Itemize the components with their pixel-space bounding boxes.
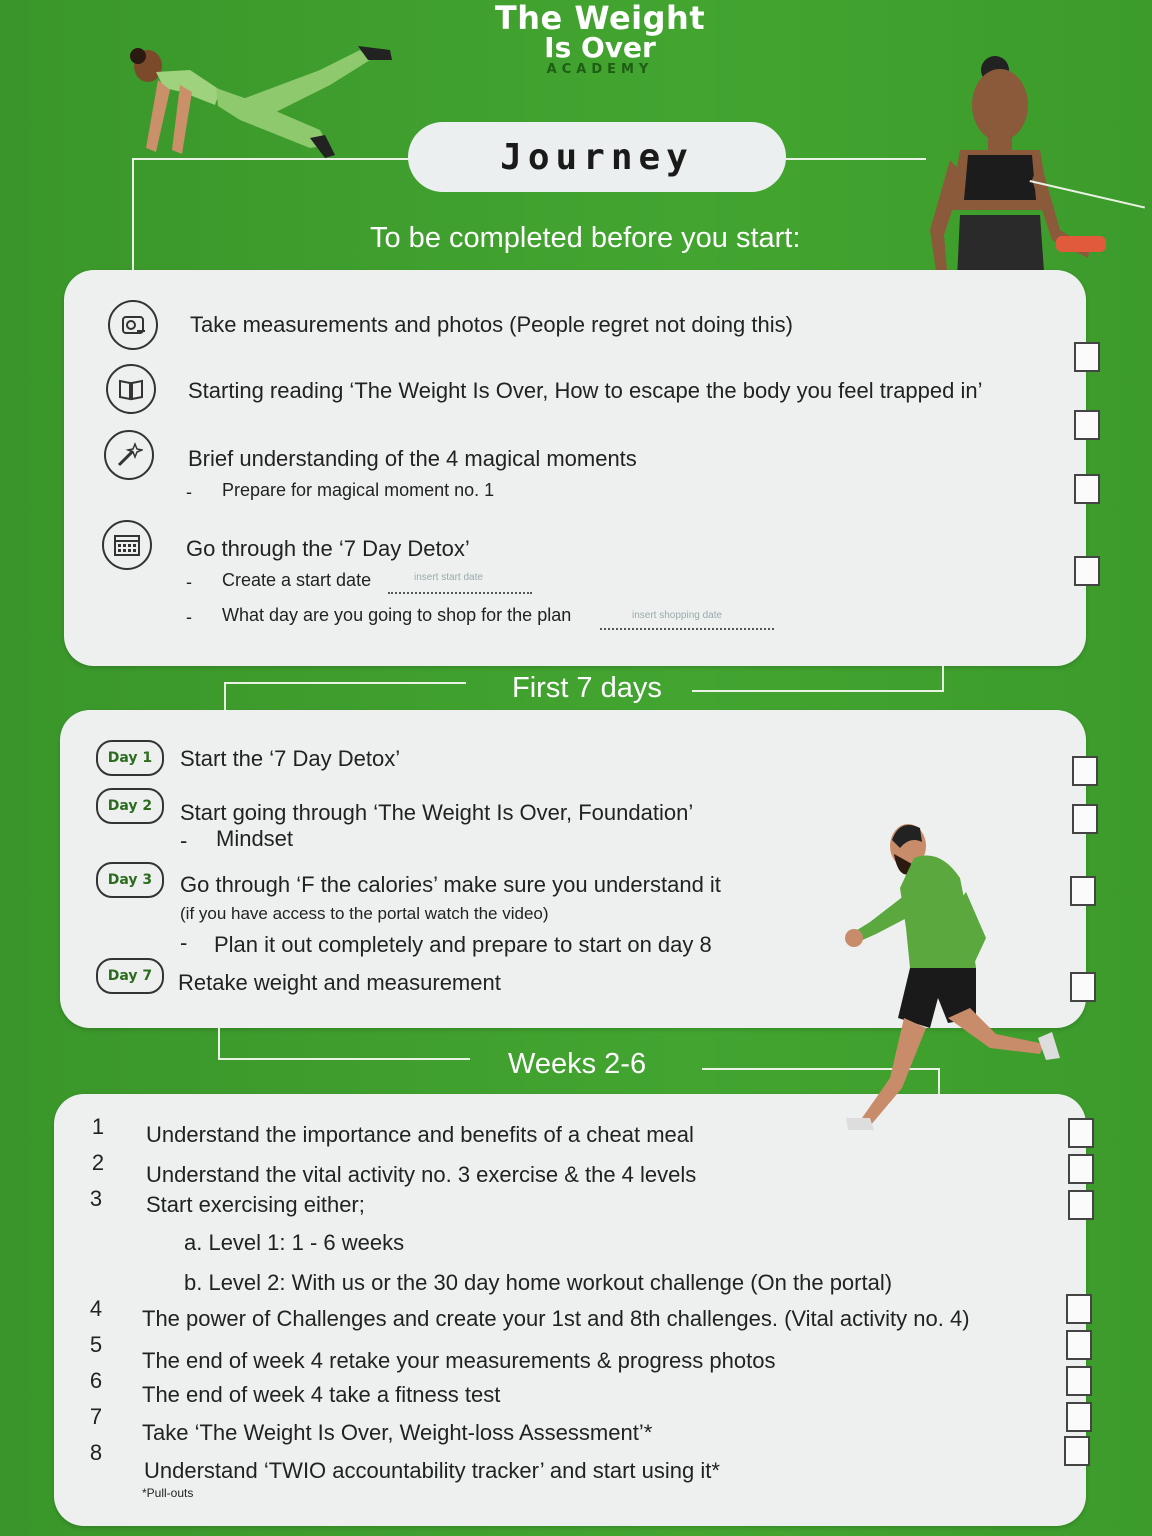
first7-item-1: Start the ‘7 Day Detox’	[180, 746, 401, 771]
before-item-3-checkbox[interactable]	[1074, 474, 1100, 504]
weeks-item-5: The end of week 4 retake your measurements & progress photos	[142, 1348, 776, 1373]
before-item-4: Go through the ‘7 Day Detox’	[186, 536, 470, 561]
weeks-item-1-checkbox[interactable]	[1068, 1118, 1094, 1148]
weeks-item-number: 5	[89, 1332, 103, 1357]
weeks-item-2: Understand the vital activity no. 3 exercise & the 4 levels	[146, 1162, 697, 1187]
weeks-item-4-checkbox[interactable]	[1066, 1294, 1092, 1324]
day-badge: Day 1	[96, 740, 164, 776]
weeks-item-8: Understand ‘TWIO accountability tracker’ and start using it*	[144, 1458, 720, 1483]
woman-dumbbell-illustration	[920, 50, 1110, 300]
title-bracket-line-right	[786, 158, 926, 160]
first7-item-3-sub: Plan it out completely and prepare to start on day 8	[214, 932, 712, 957]
first7-item-3-dash: -	[180, 930, 188, 955]
brand-logo	[470, 2, 730, 77]
start-date-label: Create a start date	[222, 570, 372, 590]
magic-wand-icon	[104, 430, 154, 480]
brand-line-1: The Weight	[494, 0, 706, 37]
before-item-3-sub: Prepare for magical moment no. 1	[222, 480, 495, 500]
weeks-item-8-checkbox[interactable]	[1064, 1436, 1090, 1466]
shop-date-placeholder: insert shopping date	[632, 610, 723, 621]
day-badge: Day 2	[96, 788, 164, 824]
weeks-item-3-checkbox[interactable]	[1068, 1190, 1094, 1220]
book-icon	[106, 364, 156, 414]
weeks-item-number: 8	[89, 1440, 103, 1465]
first7-item-2-checkbox[interactable]	[1072, 804, 1098, 834]
weeks-item-1: Understand the importance and benefits of a cheat meal	[146, 1122, 694, 1147]
first7-item-4: Retake weight and measurement	[178, 970, 501, 995]
weeks-item-number: 7	[89, 1404, 103, 1429]
weeks-item-6: The end of week 4 take a fitness test	[142, 1382, 501, 1407]
first7-bracket-left	[224, 682, 466, 712]
before-item-4-dash-1: -	[186, 572, 192, 592]
first7-item-2-sub: Mindset	[216, 826, 294, 851]
before-item-4-dash-2: -	[186, 607, 192, 627]
title-bracket-line	[132, 158, 410, 270]
before-item-1: Take measurements and photos (People regret not doing this)	[190, 312, 793, 337]
weeks-item-4: The power of Challenges and create your 1st and 8th challenges. (Vital activity no. 4)	[142, 1306, 970, 1331]
first7-heading: First 7 days	[512, 672, 662, 704]
first7-item-2-dash: -	[180, 828, 188, 853]
day-badge: Day 3	[96, 862, 164, 898]
weeks-item-6-checkbox[interactable]	[1066, 1366, 1092, 1396]
calendar-icon	[102, 520, 152, 570]
page-title: Journey	[408, 122, 786, 192]
measuring-tape-icon	[108, 300, 158, 350]
weeks-item-3a: a. Level 1: 1 - 6 weeks	[184, 1230, 405, 1255]
first7-item-1-checkbox[interactable]	[1072, 756, 1098, 786]
first7-bracket-right	[692, 666, 944, 692]
before-item-3-dash: -	[186, 482, 192, 502]
weeks-heading: Weeks 2-6	[508, 1048, 647, 1080]
before-item-4-checkbox[interactable]	[1074, 556, 1100, 586]
running-man-illustration	[840, 818, 1070, 1138]
start-date-placeholder: insert start date	[414, 572, 483, 583]
first7-item-2: Start going through ‘The Weight Is Over, Foundation’	[180, 800, 694, 825]
before-item-2: Starting reading ‘The Weight Is Over, How to escape the body you feel trapped in’	[188, 378, 983, 403]
first7-item-3-checkbox[interactable]	[1070, 876, 1096, 906]
first7-item-3-note: (if you have access to the portal watch the video)	[180, 904, 549, 923]
weeks-item-number: 3	[89, 1186, 103, 1211]
weeks-item-2-checkbox[interactable]	[1068, 1154, 1094, 1184]
before-item-3: Brief understanding of the 4 magical moments	[188, 446, 637, 471]
first7-item-3: Go through ‘F the calories’ make sure you understand it	[180, 872, 721, 897]
woman-exercise-illustration	[120, 30, 410, 165]
brand-line-2: Is Over	[544, 31, 656, 64]
weeks-bracket-left	[218, 1022, 470, 1060]
weeks-item-number: 4	[89, 1296, 103, 1321]
weeks-item-3: Start exercising either;	[146, 1192, 365, 1217]
weeks-item-7: Take ‘The Weight Is Over, Weight-loss Assessment’*	[142, 1420, 653, 1445]
weeks-item-number: 1	[91, 1114, 105, 1139]
weeks-item-number: 2	[91, 1150, 105, 1175]
footnote: *Pull-outs	[142, 1486, 194, 1500]
weeks-item-5-checkbox[interactable]	[1066, 1330, 1092, 1360]
weeks-item-3b: b. Level 2: With us or the 30 day home workout challenge (On the portal)	[184, 1270, 893, 1295]
weeks-item-number: 6	[89, 1368, 103, 1393]
shop-date-label: What day are you going to shop for the plan	[222, 605, 572, 625]
before-item-1-checkbox[interactable]	[1074, 342, 1100, 372]
day-badge: Day 7	[96, 958, 164, 994]
brand-line-3: ACADEMY	[546, 62, 654, 77]
first7-item-4-checkbox[interactable]	[1070, 972, 1096, 1002]
before-item-2-checkbox[interactable]	[1074, 410, 1100, 440]
weeks-item-7-checkbox[interactable]	[1066, 1402, 1092, 1432]
intro-heading: To be completed before you start:	[370, 222, 801, 254]
